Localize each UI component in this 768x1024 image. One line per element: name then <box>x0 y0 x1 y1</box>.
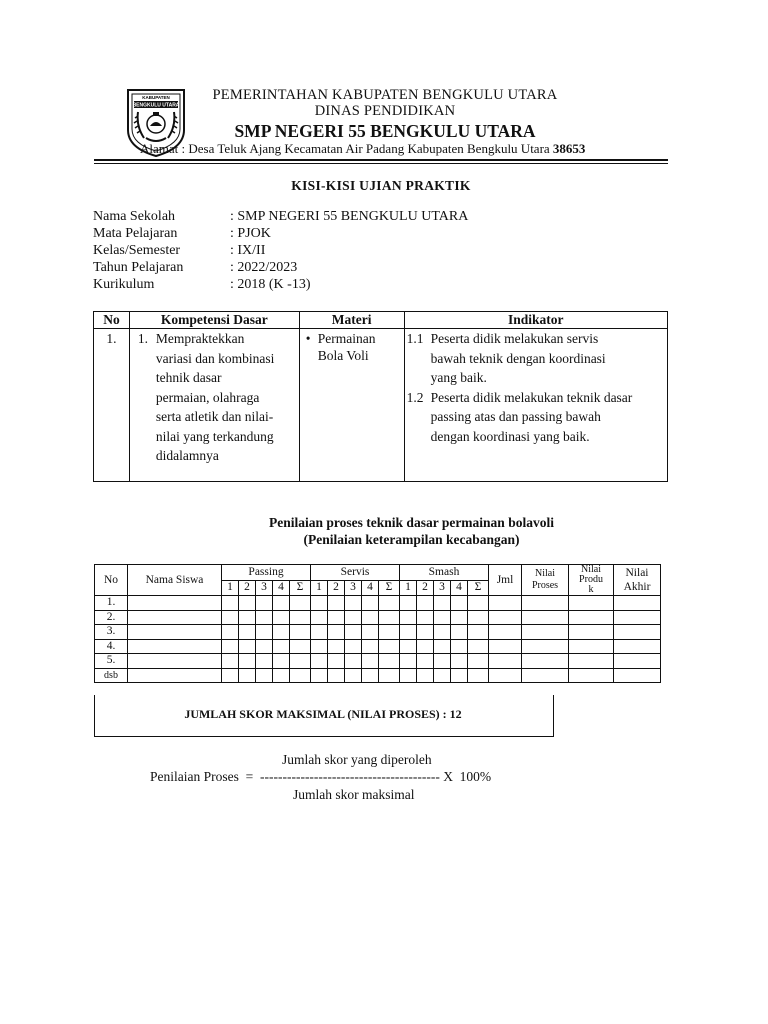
indikator-item <box>407 329 667 388</box>
bullet-icon: • <box>305 331 311 346</box>
score-cell <box>434 596 451 611</box>
info-value: : IX/II <box>230 243 266 258</box>
score-cell <box>222 625 239 640</box>
indikator-line: bawah teknik dengan koordinasi <box>430 350 606 366</box>
info-value: : 2022/2023 <box>230 260 298 275</box>
indikator-number: 1.1 <box>406 331 424 346</box>
score-cell <box>379 610 400 625</box>
indikator-line: Peserta didik melakukan servis <box>430 331 599 346</box>
table-row <box>95 610 661 625</box>
student-name-cell <box>128 625 222 640</box>
score-cell <box>379 596 400 611</box>
score-cell <box>311 610 328 625</box>
score-cell <box>569 610 614 625</box>
header-no: No <box>94 312 130 329</box>
kompetensi-number: 1. <box>137 331 149 346</box>
score-cell <box>328 596 345 611</box>
score-cell <box>222 654 239 669</box>
score-cell <box>379 639 400 654</box>
score-cell <box>328 654 345 669</box>
score-cell <box>311 639 328 654</box>
score-cell <box>489 654 522 669</box>
table-row <box>94 329 668 482</box>
score-cell <box>468 654 489 669</box>
score-cell <box>400 596 417 611</box>
score-cell <box>311 625 328 640</box>
row-number: 5. <box>95 654 128 669</box>
header-passing: Passing <box>222 565 311 581</box>
score-cell <box>569 625 614 640</box>
indikator-line: yang baik. <box>430 370 487 385</box>
score-cell <box>451 654 468 669</box>
header-smash: Smash <box>400 565 489 581</box>
score-cell <box>256 596 273 611</box>
score-cell <box>522 668 569 683</box>
score-cell <box>362 596 379 611</box>
score-cell <box>239 668 256 683</box>
score-cell <box>451 625 468 640</box>
subheader-cell: 4 <box>451 580 468 596</box>
score-cell <box>468 596 489 611</box>
score-cell <box>311 668 328 683</box>
kompetensi-dasar-cell <box>129 329 299 482</box>
score-cell <box>522 610 569 625</box>
header-divider <box>94 159 668 161</box>
score-cell <box>256 610 273 625</box>
score-cell <box>222 668 239 683</box>
score-cell <box>362 639 379 654</box>
score-cell <box>451 639 468 654</box>
materi-cell <box>299 329 404 482</box>
info-label: Mata Pelajaran <box>93 226 178 241</box>
logo-banner-text: BENGKULU UTARA <box>132 102 180 109</box>
student-name-cell <box>128 610 222 625</box>
info-label: Kelas/Semester <box>93 243 181 258</box>
row-number: 1. <box>95 596 128 611</box>
score-cell <box>362 668 379 683</box>
score-cell <box>434 639 451 654</box>
header-no: No <box>95 565 128 596</box>
indikator-line: dengan koordinasi yang baik. <box>430 428 590 444</box>
header-divider-thin <box>94 163 668 164</box>
subheader-cell: 4 <box>273 580 290 596</box>
score-cell <box>451 596 468 611</box>
score-cell <box>569 596 614 611</box>
header-line: Nilai <box>581 564 601 575</box>
table-row <box>95 654 661 669</box>
score-cell <box>362 654 379 669</box>
score-cell <box>489 668 522 683</box>
student-name-cell <box>128 668 222 683</box>
score-cell <box>434 625 451 640</box>
subheader-cell: Σ <box>379 580 400 596</box>
score-cell <box>379 625 400 640</box>
header-kompetensi-dasar: Kompetensi Dasar <box>129 312 299 329</box>
score-cell <box>362 610 379 625</box>
subheader-cell: 3 <box>345 580 362 596</box>
info-label: Nama Sekolah <box>93 209 176 224</box>
score-cell <box>311 596 328 611</box>
student-name-cell <box>128 654 222 669</box>
score-cell <box>614 625 661 640</box>
score-cell <box>290 639 311 654</box>
score-cell <box>311 654 328 669</box>
score-cell <box>290 596 311 611</box>
table-row <box>95 668 661 683</box>
score-cell <box>345 596 362 611</box>
subheader-cell: 3 <box>256 580 273 596</box>
assessment-subtitle: (Penilaian keterampilan kecabangan) <box>303 532 520 547</box>
student-name-cell <box>128 639 222 654</box>
score-cell <box>400 610 417 625</box>
score-cell <box>417 639 434 654</box>
table-row <box>95 625 661 640</box>
subheader-cell: 1 <box>222 580 239 596</box>
indikator-line: passing atas dan passing bawah <box>430 409 601 424</box>
header-nilai-proses <box>522 565 569 596</box>
score-cell <box>222 596 239 611</box>
score-cell <box>256 639 273 654</box>
header-materi: Materi <box>299 312 404 329</box>
formula-numerator: Jumlah skor yang diperoleh <box>282 752 432 767</box>
score-cell <box>400 625 417 640</box>
score-cell <box>400 639 417 654</box>
score-cell <box>614 668 661 683</box>
formula-rhs: X 100% <box>439 769 492 784</box>
header-nilai-produk <box>569 565 614 596</box>
score-cell <box>273 639 290 654</box>
subheader-cell: 3 <box>434 580 451 596</box>
jumlah-skor-maksimal: JUMLAH SKOR MAKSIMAL (NILAI PROSES) : 12 <box>184 707 462 721</box>
score-cell <box>222 639 239 654</box>
table-row <box>95 596 661 611</box>
header-line: Nilai <box>535 568 555 579</box>
assessment-title: Penilaian proses teknik dasar permainan bolavoli <box>269 515 554 530</box>
score-cell <box>434 668 451 683</box>
kisi-kisi-table <box>93 311 668 482</box>
formula-lhs: Penilaian Proses = <box>150 769 260 784</box>
header-line: k <box>588 584 594 595</box>
header-servis: Servis <box>311 565 400 581</box>
score-cell <box>489 596 522 611</box>
kompetensi-line: serta atletik dan nilai- <box>155 409 274 424</box>
subheader-cell: Σ <box>290 580 311 596</box>
header-jml: Jml <box>489 565 522 596</box>
score-cell <box>468 668 489 683</box>
score-cell <box>328 610 345 625</box>
score-cell <box>345 625 362 640</box>
score-cell <box>239 625 256 640</box>
header-line: Akhir <box>623 581 651 593</box>
kompetensi-line: nilai yang terkandung <box>155 428 274 444</box>
score-cell <box>451 668 468 683</box>
score-cell <box>328 625 345 640</box>
score-cell <box>489 625 522 640</box>
score-cell <box>239 654 256 669</box>
score-cell <box>468 625 489 640</box>
indikator-line: Peserta didik melakukan teknik dasar <box>430 389 633 405</box>
materi-line: Permainan <box>317 331 376 346</box>
score-cell <box>273 654 290 669</box>
header-nilai-akhir <box>614 565 661 596</box>
header-school-name: SMP NEGERI 55 BENGKULU UTARA <box>234 121 536 141</box>
info-value: : PJOK <box>230 226 271 241</box>
score-cell <box>345 610 362 625</box>
score-cell <box>379 654 400 669</box>
materi-line: Bola Voli <box>317 348 369 363</box>
logo-top-text: KABUPATEN <box>142 95 170 100</box>
header-nama-siswa: Nama Siswa <box>128 565 222 596</box>
kompetensi-line: Mempraktekkan <box>155 331 245 346</box>
student-name-cell <box>128 596 222 611</box>
header-line: Produ <box>579 574 603 585</box>
score-cell <box>489 639 522 654</box>
score-cell <box>239 596 256 611</box>
header-address <box>140 141 640 157</box>
row-number: 3. <box>95 625 128 640</box>
subheader-cell: 2 <box>328 580 345 596</box>
header-line: Proses <box>531 580 559 591</box>
indikator-cell <box>404 329 667 482</box>
score-cell <box>273 668 290 683</box>
formula-dashes: ---------------------------------------- <box>259 769 440 784</box>
header-line: Nilai <box>625 567 649 579</box>
subheader-cell: 4 <box>362 580 379 596</box>
score-cell <box>614 596 661 611</box>
subheader-cell: 2 <box>417 580 434 596</box>
score-cell <box>522 654 569 669</box>
score-cell <box>451 610 468 625</box>
subheader-cell: Σ <box>468 580 489 596</box>
document-title: KISI-KISI UJIAN PRAKTIK <box>291 178 471 193</box>
score-cell <box>345 668 362 683</box>
kompetensi-line: tehnik dasar <box>155 370 222 385</box>
score-cell <box>417 654 434 669</box>
header-indikator: Indikator <box>404 312 667 329</box>
row-number: 4. <box>95 639 128 654</box>
score-cell <box>256 625 273 640</box>
table-row <box>95 639 661 654</box>
info-label: Tahun Pelajaran <box>93 260 184 275</box>
score-cell <box>417 625 434 640</box>
score-cell <box>468 639 489 654</box>
score-cell <box>256 654 273 669</box>
score-cell <box>328 639 345 654</box>
score-cell <box>273 625 290 640</box>
score-cell <box>522 625 569 640</box>
info-value: : SMP NEGERI 55 BENGKULU UTARA <box>230 209 469 224</box>
score-cell <box>256 668 273 683</box>
score-cell <box>290 668 311 683</box>
subheader-cell: 2 <box>239 580 256 596</box>
address-text: Alamat : Desa Teluk Ajang Kecamatan Air Padang Kabupaten Bengkulu Utara <box>140 141 550 156</box>
score-cell <box>434 610 451 625</box>
assessment-table <box>94 564 661 683</box>
kompetensi-line: didalamnya <box>155 448 219 463</box>
score-cell <box>569 654 614 669</box>
row-number: 1. <box>94 329 130 482</box>
kompetensi-line: permaian, olahraga <box>155 389 260 405</box>
subheader-cell: 1 <box>400 580 417 596</box>
score-cell <box>417 668 434 683</box>
score-cell <box>239 639 256 654</box>
score-cell <box>362 625 379 640</box>
info-label: Kurikulum <box>93 277 155 292</box>
info-value: : 2018 (K -13) <box>230 277 311 292</box>
score-cell <box>273 596 290 611</box>
header-department: DINAS PENDIDIKAN <box>314 103 456 119</box>
score-cell <box>222 610 239 625</box>
score-cell <box>614 654 661 669</box>
assessment-rows <box>95 596 661 683</box>
score-cell <box>239 610 256 625</box>
score-cell <box>522 639 569 654</box>
score-cell <box>614 610 661 625</box>
score-cell <box>569 668 614 683</box>
score-cell <box>468 610 489 625</box>
score-cell <box>417 596 434 611</box>
score-cell <box>328 668 345 683</box>
score-cell <box>290 654 311 669</box>
postal-code: 38653 <box>552 141 586 156</box>
score-cell <box>273 610 290 625</box>
formula-denominator: Jumlah skor maksimal <box>293 787 415 802</box>
score-cell <box>379 668 400 683</box>
score-cell <box>290 625 311 640</box>
score-cell <box>522 596 569 611</box>
score-cell <box>345 654 362 669</box>
subheader-cell: 1 <box>311 580 328 596</box>
score-cell <box>400 654 417 669</box>
score-cell <box>345 639 362 654</box>
score-cell <box>489 610 522 625</box>
kompetensi-line: variasi dan kombinasi <box>155 350 275 366</box>
score-cell <box>417 610 434 625</box>
row-number: 2. <box>95 610 128 625</box>
formula-line <box>150 769 491 785</box>
score-cell <box>614 639 661 654</box>
score-cell <box>569 639 614 654</box>
indikator-number: 1.2 <box>406 389 424 405</box>
row-number: dsb <box>95 668 128 683</box>
score-cell <box>290 610 311 625</box>
score-cell <box>434 654 451 669</box>
score-cell <box>400 668 417 683</box>
indikator-item <box>407 388 667 447</box>
header-government: PEMERINTAHAN KABUPATEN BENGKULU UTARA <box>212 87 558 103</box>
